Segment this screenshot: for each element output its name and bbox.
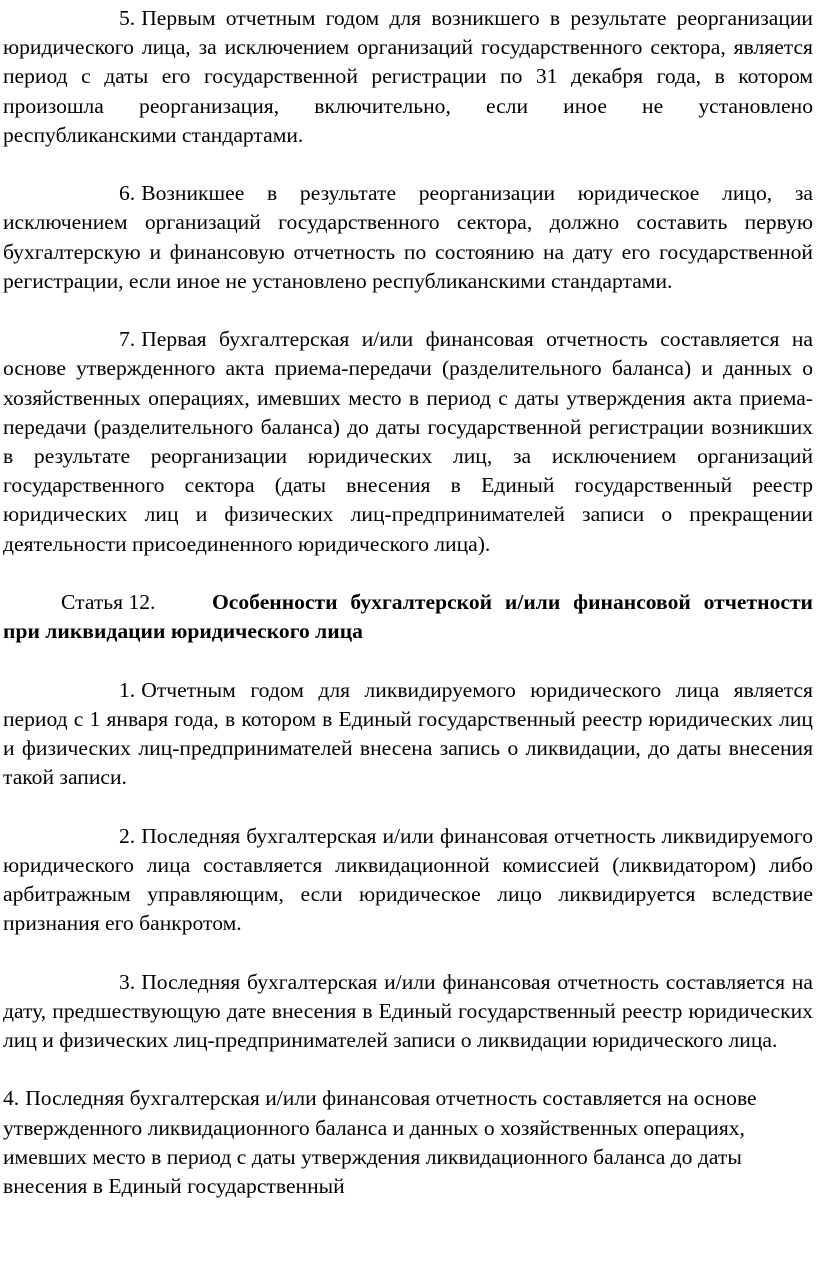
article-item-4 (3, 1084, 803, 1201)
item-number: 1. (119, 677, 136, 702)
article-item-1 (3, 676, 813, 793)
paragraph-spacer (3, 296, 813, 325)
paragraph-spacer (3, 1055, 813, 1084)
item-text: Отчетным годом для ликвидируемого юридического лица является период с 1 января года, в котором в Единый государственный реестр юридических лиц и физических лиц-предпринимателей внесена запись о ликвидации, до даты внесения такой записи. (3, 677, 813, 790)
paragraph-spacer (3, 938, 813, 967)
item-text: Последняя бухгалтерская и/или финансовая отчетность составляется на основе утвержденного ликвидационного баланса и данных о хозяйственных операциях, имевших место в период с даты утверждения ликвидационного баланса до даты внесения в Единый государственный (3, 1086, 757, 1199)
paragraph-spacer (3, 646, 813, 675)
item-text: Последняя бухгалтерская и/или финансовая отчетность ликвидируемого юридического лица составляется ликвидационной комиссией (ликвидатором) либо арбитражным управляющим, если юридическое лицо ликвидируется вследствие признания его банкротом. (3, 823, 813, 936)
article-label: Статья 12. (61, 590, 156, 615)
paragraph-spacer (3, 559, 813, 588)
article-item-3 (3, 968, 813, 1056)
paragraph-text: Первая бухгалтерская и/или финансовая отчетность составляется на основе утвержденного акта приема-передачи (разделительного баланса) и данных о хозяйственных операциях, имевших место в период с даты утверждения акта приема-передачи (разделительного баланса) до даты государственной регистрации возникших в результате реорганизации юридических лиц, за исключением организаций государственного сектора (даты внесения в Единый государственный реестр юридических лиц и физических лиц-предпринимателей записи о прекращении деятельности присоединенного юридического лица). (3, 327, 813, 556)
paragraph-number: 6. (119, 181, 136, 206)
article-item-2 (3, 822, 813, 939)
item-number: 2. (119, 823, 136, 848)
paragraph-number: 7. (119, 327, 136, 352)
article-heading (3, 588, 813, 646)
paragraph-text: Первым отчетным годом для возникшего в результате реорганизации юридического лица, за исключением организаций государственного сектора, является период с даты его государственной регистрации по 31 декабря года, в котором произошла реорганизация, включительно, если иное не установлено республиканскими стандартами. (3, 6, 813, 147)
item-number: 4. (3, 1086, 20, 1111)
article-title: Особенности бухгалтерской и/или финансовой отчетности при ликвидации юридического лица (3, 590, 813, 644)
paragraph-7 (3, 325, 813, 559)
paragraph-number: 5. (119, 6, 136, 30)
paragraph-5 (3, 4, 813, 150)
paragraph-text: Возникшее в результате реорганизации юридическое лицо, за исключением организаций государственного сектора, должно составить первую бухгалтерскую и финансовую отчетность по состоянию на дату его государственной регистрации, если иное не установлено республиканскими стандартами. (3, 181, 813, 293)
paragraph-spacer (3, 150, 813, 179)
item-text: Последняя бухгалтерская и/или финансовая отчетность составляется на дату, предшествующую дате внесения в Единый государственный реестр юридических лиц и физических лиц-предпринимателей записи о ликвидации юридического лица. (3, 969, 813, 1053)
paragraph-6 (3, 179, 813, 296)
paragraph-spacer (3, 792, 813, 821)
item-number: 3. (119, 969, 136, 994)
